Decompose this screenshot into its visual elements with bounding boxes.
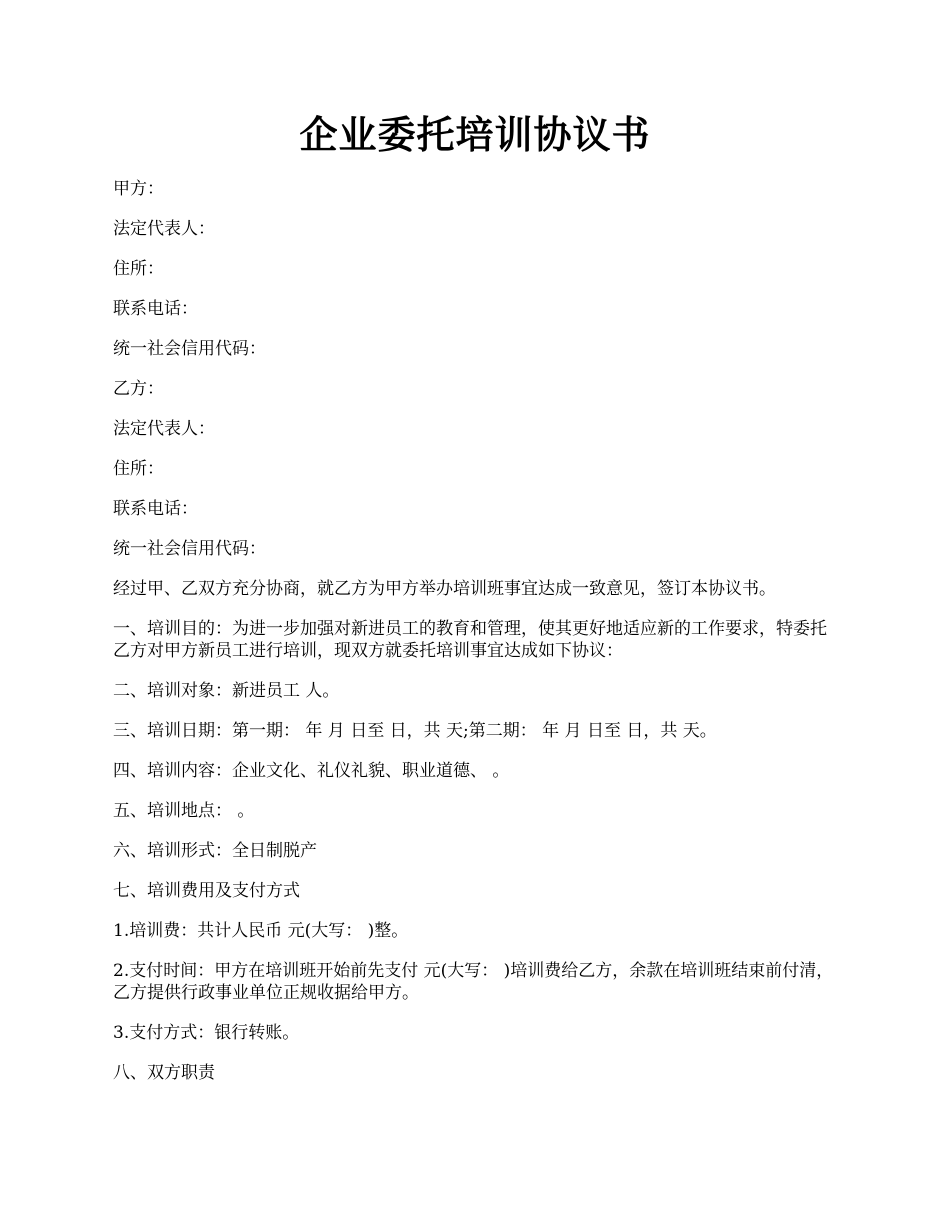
clause-duties-heading: 八、双方职责 bbox=[113, 1063, 215, 1083]
clause-content: 四、培训内容：企业文化、礼仪礼貌、职业道德、 。 bbox=[113, 761, 510, 781]
party-b-address: 住所： bbox=[113, 459, 164, 479]
clause-dates: 三、培训日期：第一期： 年 月 日至 日，共 天;第二期： 年 月 日至 日，共 天。 bbox=[113, 721, 717, 741]
document-body bbox=[113, 178, 838, 1102]
clause-fees-heading: 七、培训费用及支付方式 bbox=[113, 881, 300, 901]
party-b-credit-code: 统一社会信用代码： bbox=[113, 539, 266, 559]
clause-payment-method: 3.支付方式：银行转账。 bbox=[113, 1023, 300, 1043]
clause-trainees: 二、培训对象：新进员工 人。 bbox=[113, 681, 340, 701]
party-a-phone: 联系电话： bbox=[113, 299, 198, 319]
clause-format: 六、培训形式：全日制脱产 bbox=[113, 841, 317, 861]
clause-payment-time: 2.支付时间：甲方在培训班开始前先支付 元(大写： )培训费给乙方，余款在培训班结束前付清，乙方提供行政事业单位正规收据给甲方。 bbox=[113, 961, 834, 1003]
party-a-legal-rep: 法定代表人： bbox=[113, 219, 215, 239]
clause-location: 五、培训地点： 。 bbox=[113, 801, 255, 821]
party-b-phone: 联系电话： bbox=[113, 499, 198, 519]
party-b-label: 乙方： bbox=[113, 379, 164, 399]
agreement-preamble: 经过甲、乙双方充分协商，就乙方为甲方举办培训班事宜达成一致意见，签订本协议书。 bbox=[113, 579, 776, 599]
clause-purpose: 一、培训目的：为进一步加强对新进员工的教育和管理，使其更好地适应新的工作要求，特委托乙方对甲方新员工进行培训，现双方就委托培训事宜达成如下协议： bbox=[113, 619, 827, 661]
document-title: 企业委托培训协议书 bbox=[299, 112, 651, 157]
party-a-label: 甲方： bbox=[113, 179, 164, 199]
party-b-legal-rep: 法定代表人： bbox=[113, 419, 215, 439]
party-a-credit-code: 统一社会信用代码： bbox=[113, 339, 266, 359]
party-a-address: 住所： bbox=[113, 259, 164, 279]
clause-fee-amount: 1.培训费：共计人民币 元(大写： )整。 bbox=[113, 921, 409, 941]
